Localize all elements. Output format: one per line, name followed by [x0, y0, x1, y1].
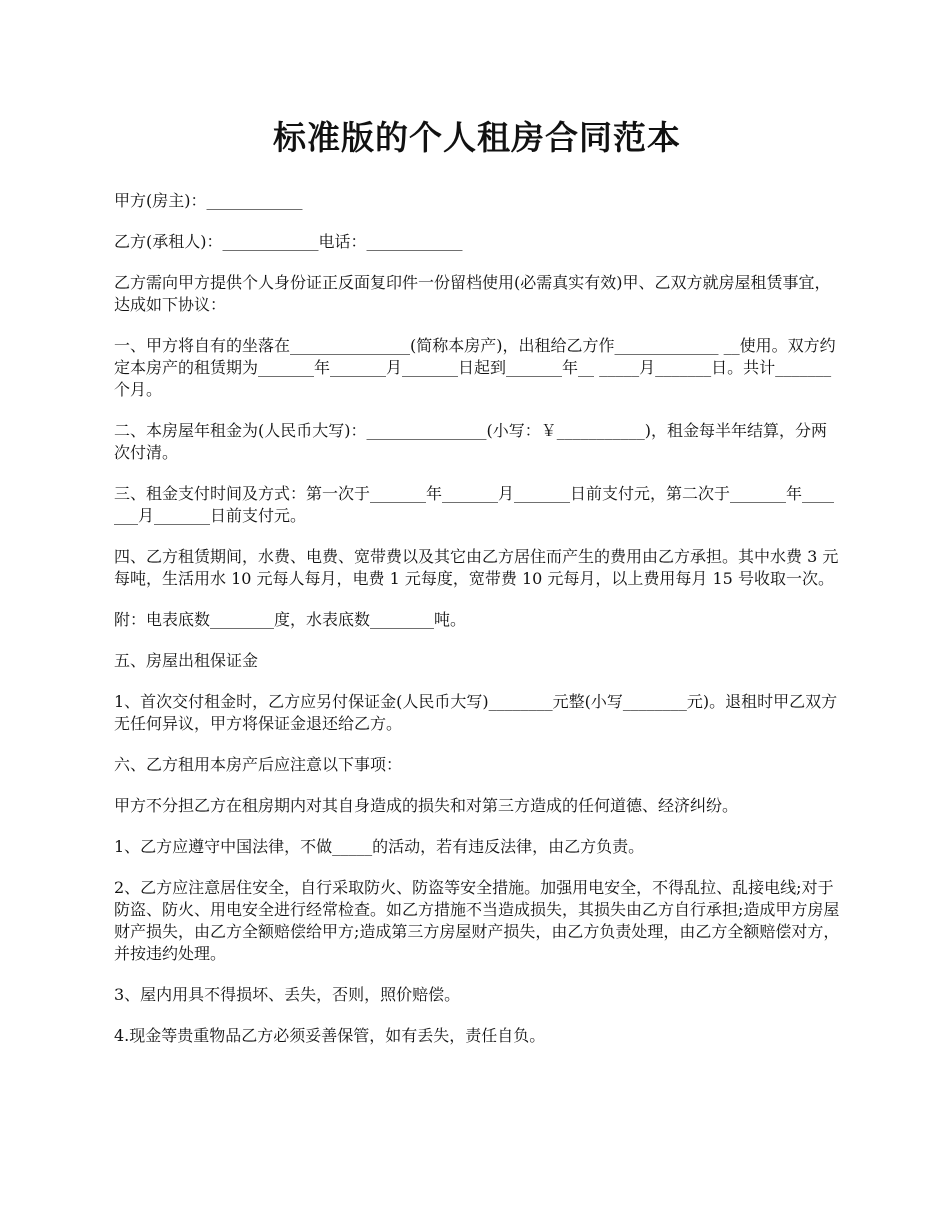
- clause-6-4-valuables: 4.现金等贵重物品乙方必须妥善保管，如有丢失，责任自负。: [114, 1026, 546, 1045]
- liability-disclaimer: 甲方不分担乙方在租房期内对其自身造成的损失和对第三方造成的任何道德、经济纠纷。: [114, 796, 739, 815]
- document-title: 标准版的个人租房合同范本: [273, 118, 681, 157]
- clause-6-1-obey-law: 1、乙方应遵守中国法律，不做_____的活动，若有违反法律，由乙方负责。: [114, 837, 645, 856]
- party-a-line: 甲方(房主)：____________: [114, 191, 303, 210]
- clause-2-annual-rent: 二、本房屋年租金为(人民币大写)：_______________(小写：￥___________)，租金每半年结算，分两次付清。: [114, 421, 827, 462]
- meter-readings-note: 附：电表底数________度，水表底数________吨。: [114, 610, 467, 629]
- clause-6-2-safety: 2、乙方应注意居住安全，自行采取防火、防盗等安全措施。加强用电安全，不得乱拉、乱接电线;对于防盗、防火、用电安全进行经常检查。如乙方措施不当造成损失，其损失由乙方自行承担;造成甲方房屋财产损失，由乙方全额赔偿给甲方;造成第三方房屋财产损失，由乙方负责处理，由乙方全额赔偿对方，并按违约处理。: [114, 878, 840, 963]
- clause-3-payment-schedule: 三、租金支付时间及方式：第一次于_______年_______月_______日前支付元，第二次于_______年_______月_______日前支付元。: [114, 484, 835, 525]
- clause-4-utilities: 四、乙方租赁期间，水费、电费、宽带费以及其它由乙方居住而产生的费用由乙方承担。其中水费 3 元每吨，生活用水 10 元每人每月，电费 1 元每度，宽带费 10 元每月，以上费用每月 15 号收取一次。: [114, 547, 839, 588]
- clause-5-heading-deposit: 五、房屋出租保证金: [114, 651, 259, 670]
- clause-6-heading-notices: 六、乙方租用本房产后应注意以下事项：: [114, 755, 403, 774]
- party-b-line: 乙方(承租人)：____________电话：____________: [114, 232, 463, 251]
- clause-5-1-deposit: 1、首次交付租金时，乙方应另付保证金(人民币大写)________元整(小写________元)。退租时甲乙双方无任何异议，甲方将保证金退还给乙方。: [114, 692, 838, 733]
- preamble-paragraph: 乙方需向甲方提供个人身份证正反面复印件一份留档使用(必需真实有效)甲、乙双方就房屋租赁事宜，达成如下协议：: [114, 273, 831, 314]
- clause-1-property-lease-term: 一、甲方将自有的坐落在_______________(简称本房产)，出租给乙方作_____________ __使用。双方约定本房产的租赁期为_______年_______月_______日起到_______年__ _____月_______日。共计_______个月。: [114, 336, 836, 399]
- clause-6-3-furnishings: 3、屋内用具不得损坏、丢失，否则，照价赔偿。: [114, 985, 461, 1004]
